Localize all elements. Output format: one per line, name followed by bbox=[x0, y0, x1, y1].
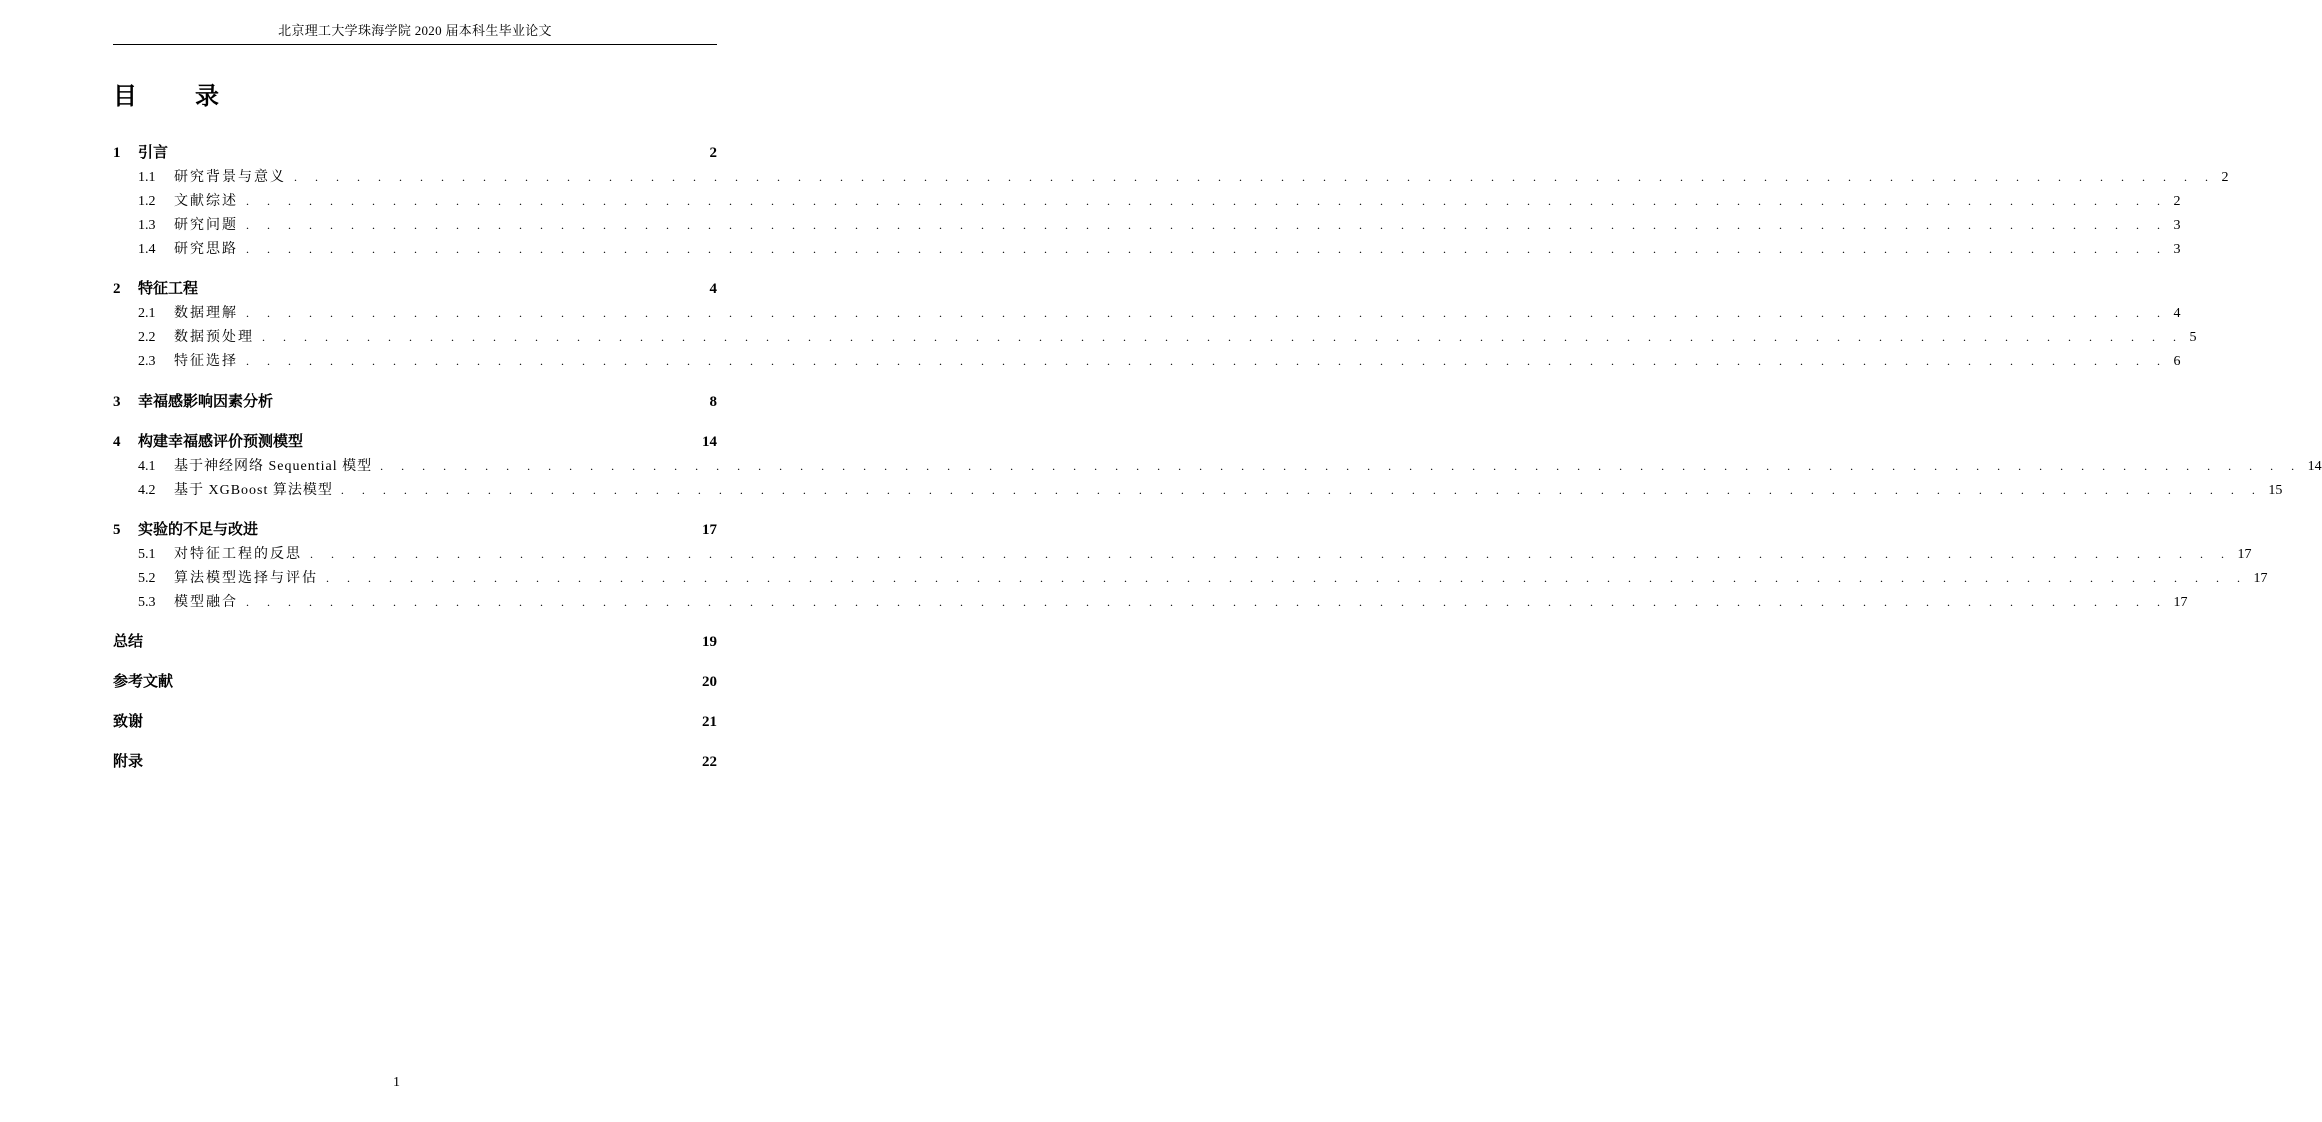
entry-page: 4 bbox=[709, 281, 717, 297]
entry-title: 特征选择 bbox=[174, 354, 238, 369]
entry-page: 17 bbox=[2173, 595, 2188, 610]
entry-title: 实验的不足与改进 bbox=[138, 522, 259, 538]
toc-entry-section[interactable] bbox=[113, 302, 2181, 324]
toc-entry-appendix[interactable] bbox=[113, 751, 717, 773]
entry-title: 特征工程 bbox=[138, 281, 199, 297]
entry-page: 8 bbox=[709, 394, 717, 410]
toc-entry-section[interactable] bbox=[113, 455, 2322, 477]
entry-number: 2.1 bbox=[138, 306, 156, 321]
entry-number: 1.4 bbox=[138, 242, 156, 257]
toc-entry-section[interactable] bbox=[113, 238, 2181, 260]
toc-entry-section[interactable] bbox=[113, 190, 2181, 212]
entry-page: 4 bbox=[2173, 306, 2181, 321]
toc-entry-chapter[interactable] bbox=[113, 278, 717, 300]
toc-entry-acknowledgements[interactable] bbox=[113, 711, 717, 733]
toc-entry-section[interactable] bbox=[113, 214, 2181, 236]
dot-leader: . . . . . . . . . . . . . . . . . . . . . . . . . . . . . . . . . . . . . . . . . . . . . . . . . . . . . . . . . . . . . . . . . . . . . . . . . . . . . . . . . . . . . . . . . . . . bbox=[246, 354, 2168, 368]
entry-number: 5.3 bbox=[138, 595, 156, 610]
toc-entry-section[interactable] bbox=[113, 350, 2181, 372]
entry-page: 2 bbox=[2173, 194, 2181, 209]
entry-number: 3 bbox=[113, 394, 121, 410]
entry-page: 22 bbox=[702, 754, 717, 770]
entry-title: 致谢 bbox=[113, 714, 144, 730]
entry-title: 模型融合 bbox=[174, 595, 238, 610]
entry-page: 15 bbox=[2268, 483, 2283, 498]
toc-entry-section[interactable] bbox=[113, 326, 2197, 348]
entry-page: 3 bbox=[2173, 242, 2181, 257]
toc-entry-section[interactable] bbox=[113, 166, 2229, 188]
dot-leader: . . . . . . . . . . . . . . . . . . . . . . . . . . . . . . . . . . . . . . . . . . . . . . . . . . . . . . . . . . . . . . . . . . . . . . . . . . . . . . . . . . . . . . . . . . . . bbox=[380, 459, 2302, 473]
entry-number: 2.2 bbox=[138, 330, 156, 345]
toc-entry-summary[interactable] bbox=[113, 631, 717, 653]
entry-title: 对特征工程的反思 bbox=[174, 547, 302, 562]
entry-page: 19 bbox=[702, 634, 717, 650]
entry-number: 5.1 bbox=[138, 547, 156, 562]
entry-page: 6 bbox=[2173, 354, 2181, 369]
header-rule bbox=[113, 44, 717, 45]
toc-title: 目 录 bbox=[113, 84, 245, 110]
toc-entry-section[interactable] bbox=[113, 479, 2283, 501]
entry-number: 1.3 bbox=[138, 218, 156, 233]
toc-entry-chapter[interactable] bbox=[113, 391, 717, 413]
dot-leader: . . . . . . . . . . . . . . . . . . . . . . . . . . . . . . . . . . . . . . . . . . . . . . . . . . . . . . . . . . . . . . . . . . . . . . . . . . . . . . . . . . . . . . . . . . . . bbox=[246, 242, 2168, 256]
entry-title: 参考文献 bbox=[113, 674, 174, 690]
entry-title: 总结 bbox=[113, 634, 144, 650]
entry-page: 14 bbox=[702, 434, 717, 450]
entry-page: 5 bbox=[2189, 330, 2197, 345]
entry-number: 4.1 bbox=[138, 459, 156, 474]
toc-entry-section[interactable] bbox=[113, 567, 2268, 589]
entry-page: 14 bbox=[2307, 459, 2322, 474]
entry-number: 2.3 bbox=[138, 354, 156, 369]
entry-title: 基于 XGBoost 算法模型 bbox=[174, 483, 333, 498]
dot-leader: . . . . . . . . . . . . . . . . . . . . . . . . . . . . . . . . . . . . . . . . . . . . . . . . . . . . . . . . . . . . . . . . . . . . . . . . . . . . . . . . . . . . . . . . . . . . bbox=[310, 547, 2232, 561]
entry-number: 4 bbox=[113, 434, 121, 450]
entry-title: 基于神经网络 Sequential 模型 bbox=[174, 459, 373, 474]
entry-title: 幸福感影响因素分析 bbox=[138, 394, 274, 410]
toc-entry-chapter[interactable] bbox=[113, 142, 717, 164]
entry-number: 5 bbox=[113, 522, 121, 538]
entry-page: 2 bbox=[709, 145, 717, 161]
entry-number: 1 bbox=[113, 145, 121, 161]
entry-page: 17 bbox=[2237, 547, 2252, 562]
dot-leader: . . . . . . . . . . . . . . . . . . . . . . . . . . . . . . . . . . . . . . . . . . . . . . . . . . . . . . . . . . . . . . . . . . . . . . . . . . . . . . . . . . . . . . . . . . . . bbox=[340, 483, 2263, 497]
dot-leader: . . . . . . . . . . . . . . . . . . . . . . . . . . . . . . . . . . . . . . . . . . . . . . . . . . . . . . . . . . . . . . . . . . . . . . . . . . . . . . . . . . . . . . . . . . . . bbox=[326, 571, 2248, 585]
entry-title: 研究问题 bbox=[174, 218, 238, 233]
entry-title: 附录 bbox=[113, 754, 144, 770]
entry-title: 文献综述 bbox=[174, 194, 238, 209]
toc-entry-chapter[interactable] bbox=[113, 519, 717, 541]
entry-title: 算法模型选择与评估 bbox=[174, 571, 318, 586]
dot-leader: . . . . . . . . . . . . . . . . . . . . . . . . . . . . . . . . . . . . . . . . . . . . . . . . . . . . . . . . . . . . . . . . . . . . . . . . . . . . . . . . . . . . . . . . . . . . bbox=[246, 306, 2168, 320]
toc-entry-references[interactable] bbox=[113, 671, 717, 693]
dot-leader: . . . . . . . . . . . . . . . . . . . . . . . . . . . . . . . . . . . . . . . . . . . . . . . . . . . . . . . . . . . . . . . . . . . . . . . . . . . . . . . . . . . . . . . . . . . . bbox=[246, 194, 2168, 208]
dot-leader: . . . . . . . . . . . . . . . . . . . . . . . . . . . . . . . . . . . . . . . . . . . . . . . . . . . . . . . . . . . . . . . . . . . . . . . . . . . . . . . . . . . . . . . . . . . . bbox=[246, 595, 2168, 609]
entry-number: 2 bbox=[113, 281, 121, 297]
toc-entry-section[interactable] bbox=[113, 543, 2252, 565]
entry-number: 1.1 bbox=[138, 170, 156, 185]
entry-number: 5.2 bbox=[138, 571, 156, 586]
entry-title: 数据预处理 bbox=[174, 330, 254, 345]
entry-title: 引言 bbox=[138, 145, 169, 161]
running-header: 北京理工大学珠海学院 2020 届本科生毕业论文 bbox=[278, 23, 552, 38]
dot-leader: . . . . . . . . . . . . . . . . . . . . . . . . . . . . . . . . . . . . . . . . . . . . . . . . . . . . . . . . . . . . . . . . . . . . . . . . . . . . . . . . . . . . . . . . . . . . bbox=[294, 170, 2216, 184]
entry-page: 3 bbox=[2173, 218, 2181, 233]
entry-page: 2 bbox=[2221, 170, 2229, 185]
page-number: 1 bbox=[393, 1075, 400, 1090]
dot-leader: . . . . . . . . . . . . . . . . . . . . . . . . . . . . . . . . . . . . . . . . . . . . . . . . . . . . . . . . . . . . . . . . . . . . . . . . . . . . . . . . . . . . . . . . . . . . bbox=[246, 218, 2168, 232]
dot-leader: . . . . . . . . . . . . . . . . . . . . . . . . . . . . . . . . . . . . . . . . . . . . . . . . . . . . . . . . . . . . . . . . . . . . . . . . . . . . . . . . . . . . . . . . . . . . bbox=[262, 330, 2184, 344]
entry-page: 17 bbox=[702, 522, 717, 538]
entry-title: 数据理解 bbox=[174, 306, 238, 321]
toc-entry-section[interactable] bbox=[113, 591, 2188, 613]
entry-number: 1.2 bbox=[138, 194, 156, 209]
entry-title: 研究背景与意义 bbox=[174, 170, 286, 185]
entry-page: 21 bbox=[702, 714, 717, 730]
toc-entry-chapter[interactable] bbox=[113, 431, 717, 453]
entry-title: 构建幸福感评价预测模型 bbox=[138, 434, 304, 450]
entry-number: 4.2 bbox=[138, 483, 156, 498]
entry-page: 20 bbox=[702, 674, 717, 690]
entry-title: 研究思路 bbox=[174, 242, 238, 257]
entry-page: 17 bbox=[2253, 571, 2268, 586]
